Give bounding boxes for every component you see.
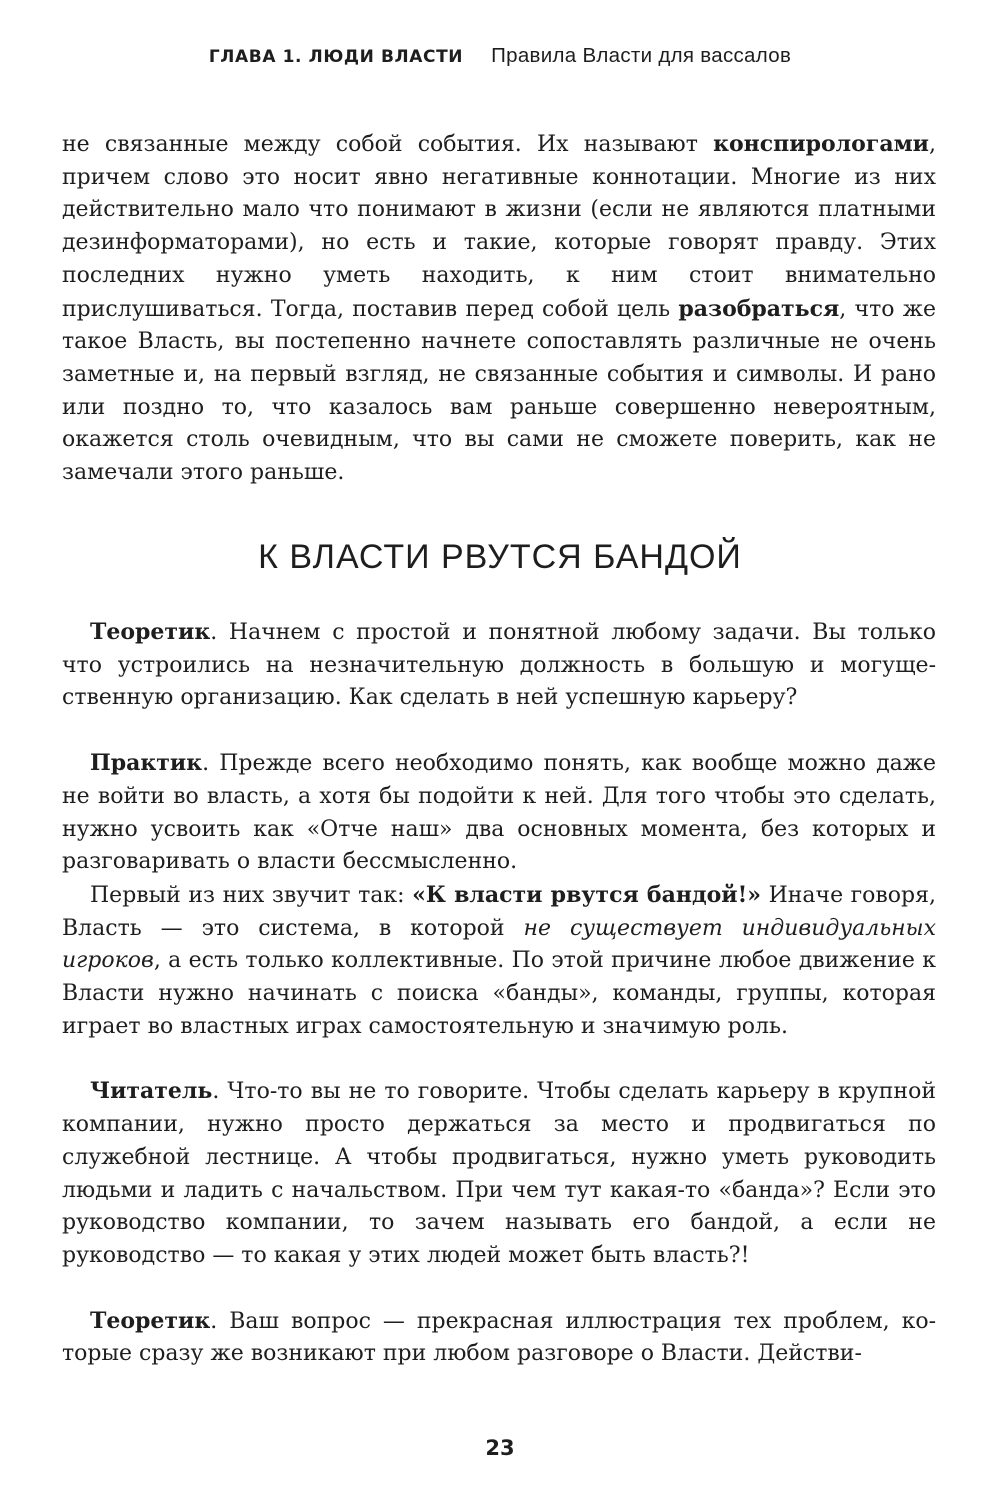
- quote-gang: «К власти рвутся бандой!»: [412, 881, 762, 908]
- dialogue-theorist-2: [62, 1305, 936, 1371]
- speaker-practitioner: Практик: [90, 750, 203, 777]
- dialogue-text: . Начнем с простой и понятной любому задачи. Вы только что устроились на незначительную должность в большую и могущественную организацию. Как сделать в ней успешную карьеру?: [62, 620, 936, 711]
- dialogue-reader: [62, 1075, 936, 1272]
- dialogue-text: Иначе говоря, Власть — это система, в которой: [62, 882, 937, 941]
- speaker-theorist: Теоретик: [90, 619, 211, 645]
- emphasis-individual-players: не существует индивидуальных игроков: [62, 915, 936, 974]
- dialogue-practitioner-cont: [62, 879, 936, 1044]
- dialogue-block: [62, 616, 936, 1371]
- intro-block: [62, 128, 936, 490]
- dialogue-text: . Что-то вы не то говорите. Чтобы сделать карьеру в крупной компании, нужно просто держаться за место и продвигаться по служебной лестнице. А чтобы продвигаться, нужно уметь руководить людьми и ладить с начальством. При чем тут какая-то «банда»? Если это руководство компании, то зачем называть его бандой, а если не руководство — то какая у этих людей может быть власть?!: [62, 1079, 936, 1268]
- speaker-theorist: Теоретик: [90, 1307, 211, 1334]
- running-header: [0, 44, 1000, 68]
- intro-text-1: не связанные между собой события. Их называют: [62, 132, 714, 157]
- chapter-label: ГЛАВА 1. ЛЮДИ ВЛАСТИ: [208, 47, 464, 67]
- term-figure-out: разобраться: [678, 295, 840, 322]
- intro-paragraph: [62, 128, 936, 490]
- section-title: К ВЛАСТИ РВУТСЯ БАНДОЙ: [258, 538, 742, 576]
- dialogue-text: , а есть только коллективные. По этой причине любое движение к Власти нужно начинать с поиска «банды», команды, группы, которая играет во властных играх самостоятельную и значимую роль.: [62, 948, 936, 1039]
- dialogue-text: Первый из них звучит так:: [90, 882, 413, 908]
- intro-text-3: , что же такое Власть, вы постепенно начнете сопоставлять различные не очень заметные и, на первый взгляд, не связанные события и символы. И рано или поздно то, что казалось вам раньше совершенно невероятным, окажется столь очевидным, что вы сами не сможете поверить, как не замечали этого раньше.: [62, 296, 936, 486]
- dialogue-theorist-1: [62, 616, 936, 715]
- dialogue-text: . Ваш вопрос — прекрасная иллюстрация тех проблем, которые сразу же возникают при любом разговоре о Власти. Действи-: [62, 1308, 936, 1367]
- dialogue-text: . Прежде всего необходимо понять, как вообще можно даже не войти во власть, а хотя бы подойти к ней. Для того чтобы это сделать, нужно усвоить как «Отче наш» два основных момента, без которых и разговаривать о власти бессмысленно.: [62, 751, 936, 875]
- dialogue-practitioner: [62, 747, 936, 879]
- book-title: Правила Власти для вассалов: [491, 44, 792, 67]
- speaker-reader: Читатель: [90, 1078, 213, 1105]
- term-conspirologists: конспирологами: [713, 131, 929, 157]
- page-number: 23: [485, 1436, 515, 1460]
- intro-text-2: , причем слово это носит явно негативные коннотации. Многие из них действительно мало что понимают в жизни (если не являются платными дезинформаторами), но есть и такие, которые говорят правду. Этих последних нужно уметь находить, к ним стоит внимательно прислушиваться. Тогда, поставив перед собой цель: [62, 132, 936, 322]
